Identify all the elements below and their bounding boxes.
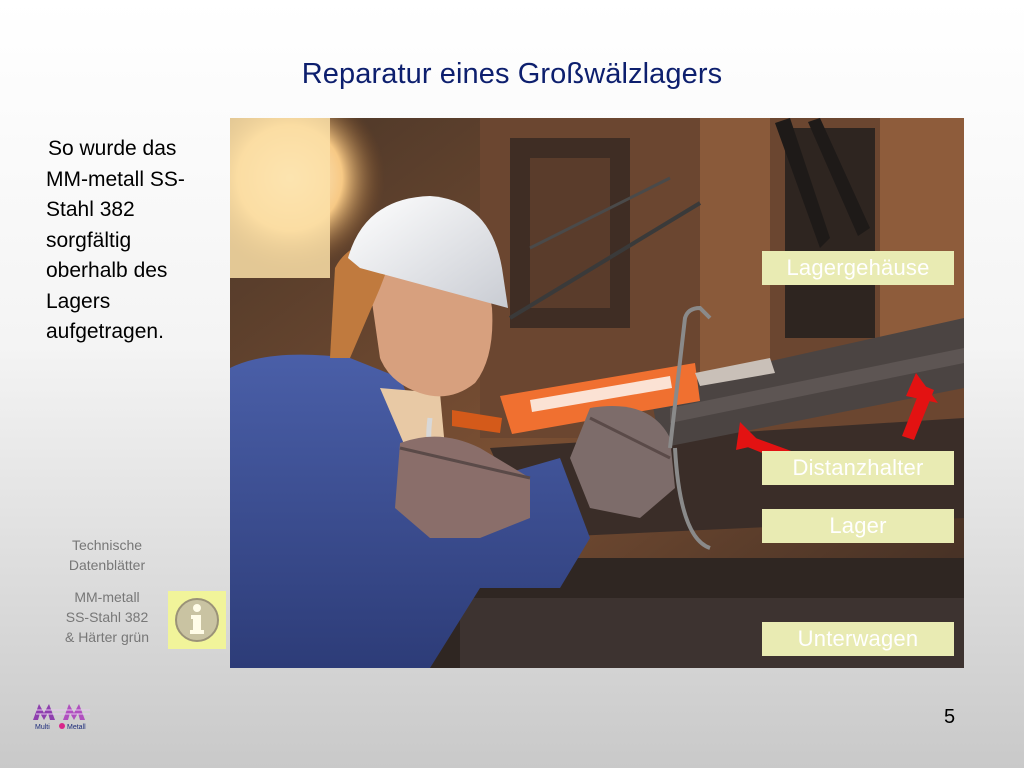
product-datasheet-link[interactable] [48, 587, 166, 647]
info-button[interactable] [168, 591, 226, 649]
tech-line-1: Technische [71, 537, 143, 553]
label-unterwagen: Unterwagen [762, 622, 954, 656]
body-line: sorgfältig [46, 228, 132, 252]
label-lager: Lager [762, 509, 954, 543]
body-text [46, 134, 224, 348]
page-number: 5 [944, 706, 956, 728]
product-line-3: & Härter grün [64, 629, 150, 645]
body-line: aufgetragen. [46, 320, 164, 343]
info-icon [168, 591, 226, 649]
slide-title: Reparatur eines Großwälzlagers [301, 58, 723, 90]
body-line: Stahl 382 [46, 198, 135, 221]
product-line-1: MM-metall [74, 589, 140, 605]
body-line: Lagers [46, 289, 111, 313]
svg-text:Metall: Metall [67, 724, 86, 731]
label-lagergehaeuse: Lagergehäuse [762, 251, 954, 285]
tech-line-2: Datenblätter [68, 557, 146, 573]
svg-text:Multi: Multi [35, 724, 50, 731]
body-line: oberhalb des [46, 259, 168, 282]
repair-photo [230, 118, 964, 668]
body-line: So wurde das [48, 137, 177, 160]
label-distanzhalter: Distanzhalter [762, 451, 954, 485]
tech-datasheets-link[interactable] [48, 535, 166, 575]
product-line-2: SS-Stahl 382 [65, 609, 149, 625]
multi-metall-logo [32, 698, 94, 732]
body-line: MM-metall SS- [46, 167, 185, 191]
